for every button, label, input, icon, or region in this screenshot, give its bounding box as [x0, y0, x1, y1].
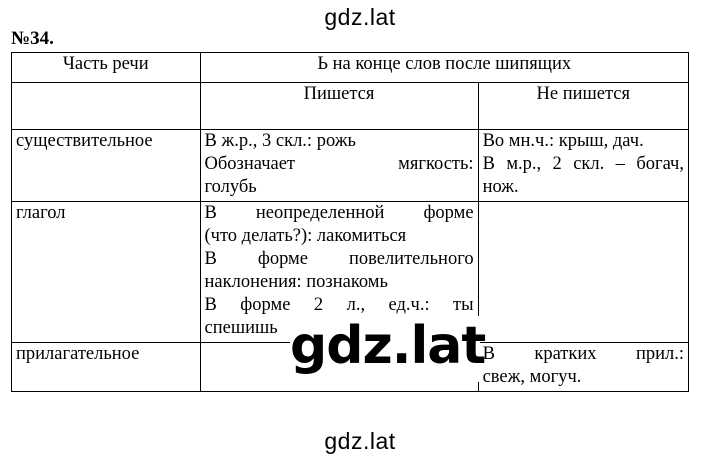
row-verb-not-written — [478, 202, 688, 343]
cell-line: В м.р., 2 скл. – богач, — [482, 154, 684, 174]
cell-line: наклонения: познакомь — [204, 272, 388, 292]
task-number: №34. — [11, 28, 54, 49]
cell-line: В форме 2 л., ед.ч.: ты — [204, 295, 474, 315]
header-empty-cell — [12, 83, 201, 130]
table-header-row — [12, 53, 689, 83]
table-row — [12, 130, 689, 202]
header-not-written: Не пишется — [478, 83, 688, 130]
watermark-top: gdz.lat — [324, 4, 396, 30]
watermark-bottom: gdz.lat — [324, 428, 396, 454]
header-part-of-speech: Часть речи — [12, 53, 201, 83]
row-noun-not-written — [478, 130, 688, 202]
cell-line: голубь — [204, 177, 257, 197]
cell-line: В ж.р., 3 скл.: рожь — [204, 131, 356, 151]
table-subheader-row — [12, 83, 689, 130]
cell-line: (что делать?): лакомиться — [204, 226, 407, 246]
cell-line: Обозначает мягкость: — [204, 154, 474, 174]
row-adjective-not-written — [478, 343, 688, 392]
row-noun-name: существительное — [12, 130, 201, 202]
row-verb-name: глагол — [12, 202, 201, 343]
cell-line: В форме повелительного — [204, 249, 474, 269]
cell-line: Во мн.ч.: крыш, дач. — [482, 131, 644, 151]
header-written: Пишется — [200, 83, 478, 130]
cell-line: В неопределенной форме — [204, 203, 474, 223]
cell-line: нож. — [482, 177, 519, 197]
header-group-title: Ь на конце слов после шипящих — [200, 53, 689, 83]
cell-line: свеж, могуч. — [482, 367, 582, 387]
cell-line: спешишь — [204, 318, 278, 338]
row-noun-written — [200, 130, 478, 202]
row-adjective-name: прилагательное — [12, 343, 201, 392]
cell-line: В кратких прил.: — [482, 344, 684, 364]
watermark-center: gdz.lat — [290, 316, 480, 382]
